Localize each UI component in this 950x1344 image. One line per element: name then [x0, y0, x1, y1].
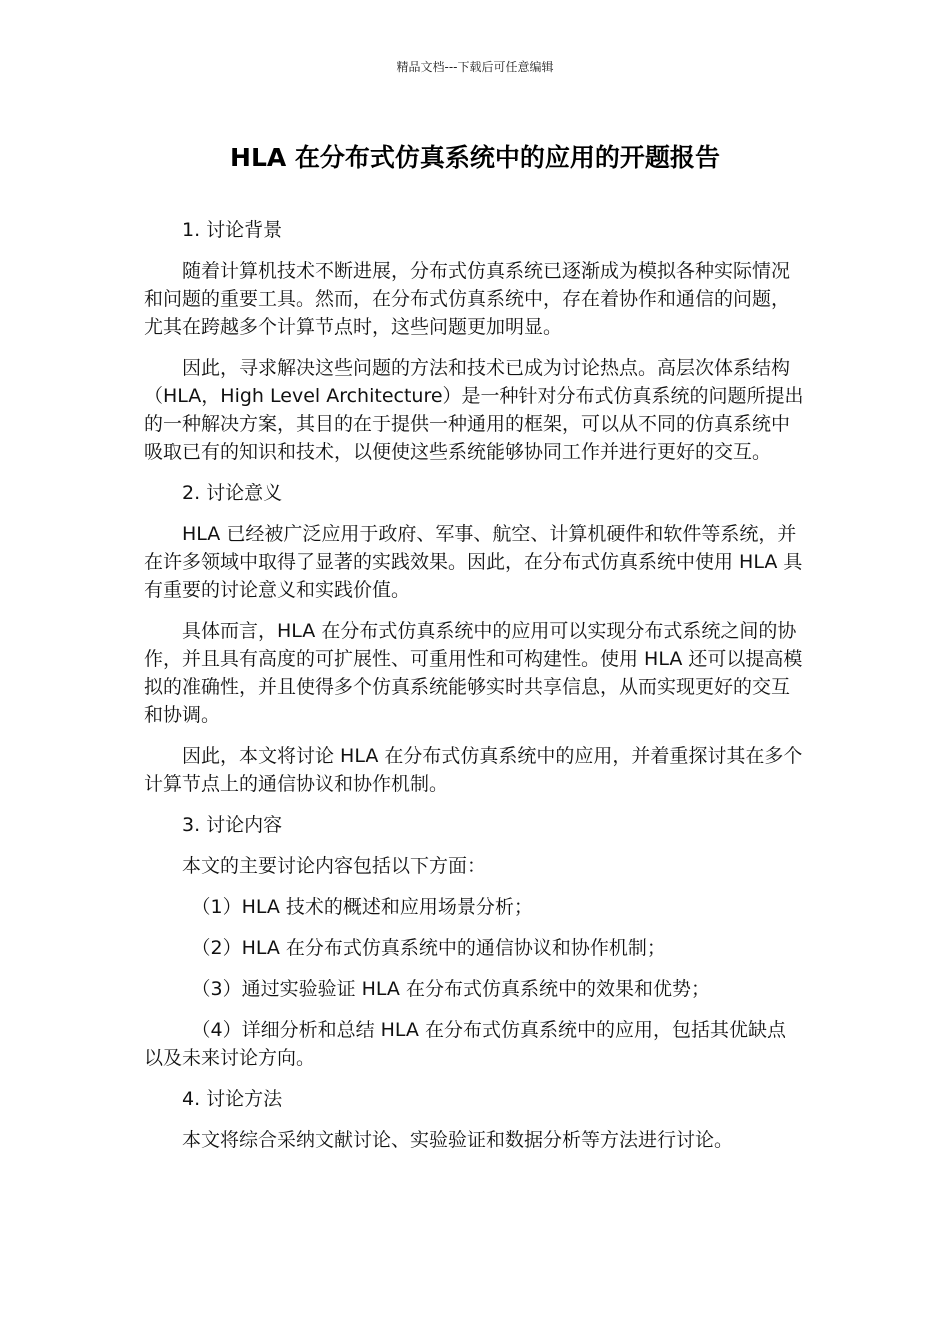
page-header: 精品文档---下载后可任意编辑	[396, 60, 554, 74]
list-item: （4）详细分析和总结 HLA 在分布式仿真系统中的应用，包括其优缺点以及未来讨论方向。	[144, 1019, 786, 1069]
document-title: HLA 在分布式仿真系统中的应用的开题报告	[230, 143, 720, 172]
document-body	[144, 216, 804, 1167]
section-heading: 1. 讨论背景	[182, 219, 283, 241]
paragraph: 因此，寻求解决这些问题的方法和技术已成为讨论热点。高层次体系结构（HLA，High Level Architecture）是一种针对分布式仿真系统的问题所提出的一种解决方案，其目的在于提供一种通用的框架，可以从不同的仿真系统中吸取已有的知识和技术，以便使这些系统能够协同工作并进行更好的交互。	[144, 357, 804, 463]
paragraph: 因此，本文将讨论 HLA 在分布式仿真系统中的应用，并着重探讨其在多个计算节点上的通信协议和协作机制。	[144, 745, 803, 795]
section-heading: 4. 讨论方法	[182, 1088, 283, 1110]
section-heading: 2. 讨论意义	[182, 482, 283, 504]
paragraph: HLA 已经被广泛应用于政府、军事、航空、计算机硬件和软件等系统，并在许多领域中取得了显著的实践效果。因此，在分布式仿真系统中使用 HLA 具有重要的讨论意义和实践价值。	[144, 523, 803, 601]
list-item: （2）HLA 在分布式仿真系统中的通信协议和协作机制；	[191, 937, 666, 959]
list-item: （3）通过实验验证 HLA 在分布式仿真系统中的效果和优势；	[191, 978, 710, 1000]
paragraph: 本文将综合采纳文献讨论、实验验证和数据分析等方法进行讨论。	[182, 1129, 734, 1151]
list-item: （1）HLA 技术的概述和应用场景分析；	[191, 896, 533, 918]
paragraph: 随着计算机技术不断进展，分布式仿真系统已逐渐成为模拟各种实际情况和问题的重要工具。然而，在分布式仿真系统中，存在着协作和通信的问题，尤其在跨越多个计算节点时，这些问题更加明显。	[144, 260, 791, 338]
paragraph: 本文的主要讨论内容包括以下方面：	[182, 855, 487, 877]
paragraph: 具体而言，HLA 在分布式仿真系统中的应用可以实现分布式系统之间的协作，并且具有高度的可扩展性、可重用性和可构建性。使用 HLA 还可以提高模拟的准确性，并且使得多个仿真系统能够实时共享信息，从而实现更好的交互和协调。	[144, 620, 803, 726]
section-heading: 3. 讨论内容	[182, 814, 283, 836]
